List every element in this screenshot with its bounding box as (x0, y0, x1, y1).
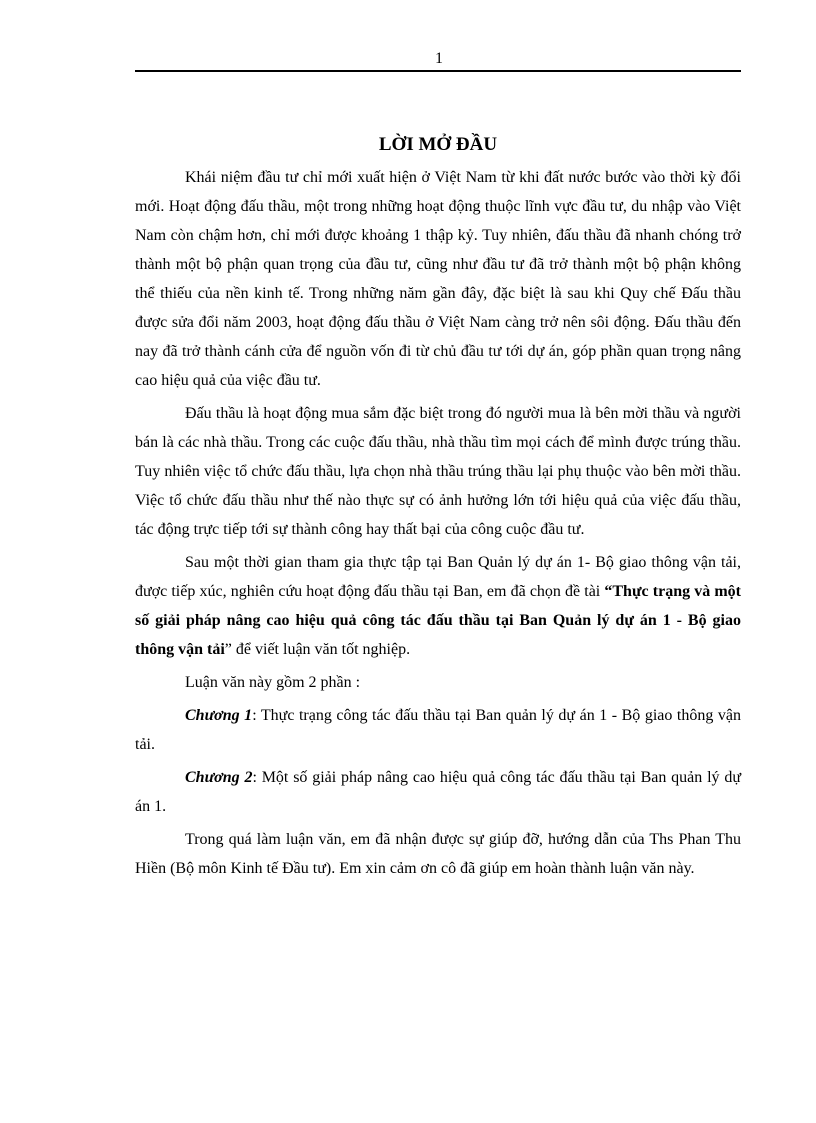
page-number: 1 (435, 50, 443, 67)
paragraph-chapter-2 (135, 763, 741, 821)
paragraph-acknowledgement: Trong quá làm luận văn, em đã nhận được sự giúp đỡ, hướng dẫn của Ths Phan Thu Hiền (Bộ môn Kinh tế Đầu tư). Em xin cảm ơn cô đã giúp em hoàn thành luận văn này. (135, 831, 741, 877)
paragraph-structure: Luận văn này gồm 2 phần : (185, 674, 361, 691)
document-title: LỜI MỞ ĐẦU (378, 134, 498, 155)
chapter-1-text: : Thực trạng công tác đấu thầu tại Ban quản lý dự án 1 - Bộ giao thông vận tải. (135, 707, 742, 753)
header-rule (135, 70, 741, 72)
topic-intro-text: Sau một thời gian tham gia thực tập tại Ban Quản lý dự án 1- Bộ giao thông vận tải, được tiếp xúc, nghiên cứu hoạt động đấu thầu tại Ban, em đã chọn đề tài (135, 554, 741, 600)
chapter-2-label: Chương 2 (185, 769, 253, 786)
thesis-topic-title: “Thực trạng và một số giải pháp nâng cao hiệu quả công tác đấu thầu tại Ban Quản lý dự án 1 - Bộ giao thông vận tải (135, 583, 741, 658)
document-body (135, 163, 741, 883)
chapter-1-label: Chương 1 (185, 707, 253, 724)
paragraph-thesis-topic (135, 548, 741, 664)
chapter-2-text: : Một số giải pháp nâng cao hiệu quả công tác đấu thầu tại Ban quản lý dự án 1. (135, 769, 741, 815)
paragraph-chapter-1 (135, 701, 741, 759)
paragraph-intro-investment: Khái niệm đầu tư chỉ mới xuất hiện ở Việt Nam từ khi đất nước bước vào thời kỳ đổi mới. Hoạt động đấu thầu, một trong những hoạt động thuộc lĩnh vực đầu tư, du nhập vào Việt Nam còn chậm hơn, chỉ mới được khoảng 1 thập kỷ. Tuy nhiên, đấu thầu đã nhanh chóng trở thành một bộ phận quan trọng của đầu tư, cũng như đầu tư đã trở thành một bộ phận không thể thiếu của nền kinh tế. Trong những năm gần đây, đặc biệt là sau khi Quy chế Đấu thầu được sửa đổi năm 2003, hoạt động đấu thầu ở Việt Nam càng trở nên sôi động. Đấu thầu đến nay đã trở thành cánh cửa để nguồn vốn đi từ chủ đầu tư tới dự án, góp phần quan trọng nâng cao hiệu quả của việc đầu tư. (135, 169, 741, 389)
topic-outro-text: ” để viết luận văn tốt nghiệp. (224, 641, 411, 658)
paragraph-bidding-definition: Đấu thầu là hoạt động mua sắm đặc biệt trong đó người mua là bên mời thầu và người bán là các nhà thầu. Trong các cuộc đấu thầu, nhà thầu tìm mọi cách để mình được trúng thầu. Tuy nhiên việc tổ chức đấu thầu, lựa chọn nhà thầu trúng thầu lại phụ thuộc vào bên mời thầu. Việc tổ chức đấu thầu như thế nào thực sự có ảnh hưởng lớn tới hiệu quả của việc đấu thầu, tác động trực tiếp tới sự thành công hay thất bại của công cuộc đầu tư. (135, 405, 741, 538)
